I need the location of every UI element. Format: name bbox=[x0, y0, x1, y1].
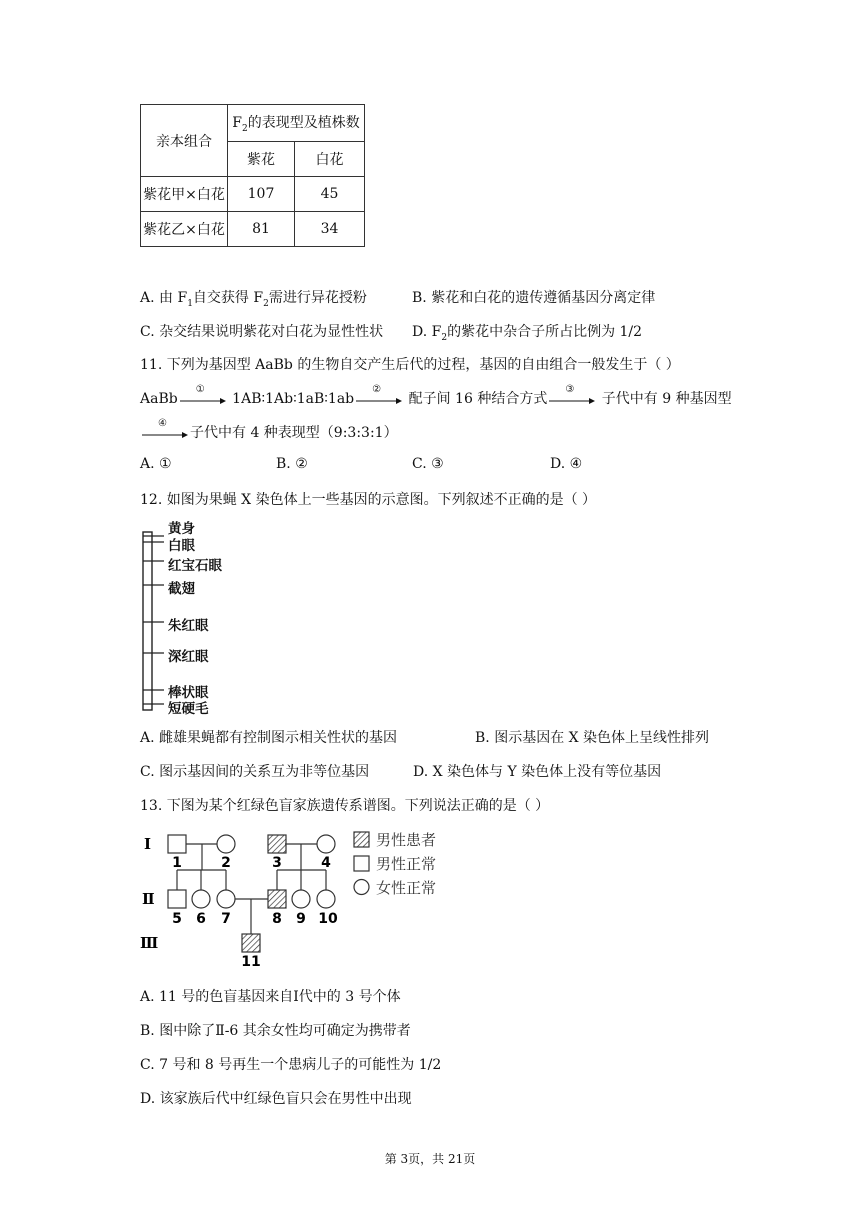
individual-2 bbox=[217, 835, 235, 853]
individual-8 bbox=[268, 890, 286, 908]
q13-option-d: D. 该家族后代中红绿色盲只会在男性中出现 bbox=[140, 1091, 412, 1107]
individual-9 bbox=[292, 890, 310, 908]
header-parent: 亲本组合 bbox=[141, 105, 228, 177]
individual-number: 10 bbox=[318, 911, 338, 927]
q10-option-b: B. 紫花和白花的遗传遵循基因分离定律 bbox=[412, 290, 656, 306]
individual-5 bbox=[168, 890, 186, 908]
pedigree-chart bbox=[140, 826, 460, 972]
individual-number: 8 bbox=[272, 911, 282, 927]
individual-10 bbox=[317, 890, 335, 908]
q12-option-c: C. 图示基因间的关系互为非等位基因 bbox=[140, 764, 370, 780]
page-footer: 第 3页，共 21页 bbox=[384, 1152, 476, 1166]
gene-label: 黄身 bbox=[168, 521, 195, 537]
col-white: 白花 bbox=[295, 142, 365, 177]
arrow-icon: ③ bbox=[549, 392, 595, 406]
individual-number: 2 bbox=[221, 855, 231, 871]
q10-option-a: A. 由 $F_1$自交获得 $F_2$需进行异花授粉 bbox=[140, 290, 367, 309]
gene-label: 红宝石眼 bbox=[168, 558, 222, 574]
q11-option-c: C. ③ bbox=[412, 456, 444, 472]
q10-option-d: D. $F_2$的紫花中杂合子所占比例为 1/2 bbox=[412, 324, 643, 343]
individual-number: 3 bbox=[272, 855, 282, 871]
gene-label: 深红眼 bbox=[168, 649, 209, 665]
legend-label: 男性正常 bbox=[376, 855, 437, 873]
q11-option-d: D. ④ bbox=[550, 456, 583, 472]
individual-11 bbox=[242, 934, 260, 952]
q10-option-c: C. 杂交结果说明紫花对白花为显性性状 bbox=[140, 324, 384, 340]
legend-label: 女性正常 bbox=[376, 879, 437, 897]
individual-4 bbox=[317, 835, 335, 853]
arrow-icon: ④ bbox=[142, 426, 188, 440]
q11-option-a: A. ① bbox=[140, 456, 172, 472]
q11-process: AaBb ① 1AB∶1Ab∶1aB∶1ab ② 配子间 16 种结合方式 ③ 子代中有 9 种基因型 bbox=[140, 384, 732, 407]
q13-option-a: A. 11 号的色盲基因来自Ⅰ代中的 3 号个体 bbox=[140, 989, 401, 1005]
individual-7 bbox=[217, 890, 235, 908]
q12-option-b: B. 图示基因在 X 染色体上呈线性排列 bbox=[475, 730, 710, 746]
table-row: 紫花甲×白花 107 45 bbox=[141, 177, 365, 212]
individual-number: 4 bbox=[321, 855, 331, 871]
gene-label: 短硬毛 bbox=[168, 701, 209, 717]
individual-1 bbox=[168, 835, 186, 853]
q11-stem: 11. 下列为基因型 AaBb 的生物自交产生后代的过程，基因的自由组合一般发生于（ ） bbox=[140, 357, 680, 373]
q13-option-c: C. 7 号和 8 号再生一个患病儿子的可能性为 1/2 bbox=[140, 1057, 442, 1073]
generation-label: Ⅰ bbox=[144, 835, 152, 853]
gene-label: 棒状眼 bbox=[168, 685, 209, 701]
legend-affected-male-icon bbox=[354, 832, 369, 847]
q13-option-b: B. 图中除了Ⅱ-6 其余女性均可确定为携带者 bbox=[140, 1023, 411, 1039]
gene-label: 朱红眼 bbox=[168, 618, 209, 634]
q12-option-d: D. X 染色体与 Y 染色体上没有等位基因 bbox=[413, 764, 662, 780]
arrow-icon: ② bbox=[356, 392, 402, 406]
individual-number: 9 bbox=[296, 911, 306, 927]
gene-label: 截翅 bbox=[168, 581, 195, 597]
individual-6 bbox=[192, 890, 210, 908]
legend-normal-female-icon bbox=[354, 880, 369, 895]
q12-stem: 12. 如图为果蝇 X 染色体上一些基因的示意图。下列叙述不正确的是（ ） bbox=[140, 492, 597, 508]
q11-option-b: B. ② bbox=[276, 456, 308, 472]
col-purple: 紫花 bbox=[228, 142, 295, 177]
individual-number: 11 bbox=[241, 954, 261, 970]
q13-stem: 13. 下图为某个红绿色盲家族遗传系谱图。下列说法正确的是（ ） bbox=[140, 798, 550, 814]
arrow-icon: ① bbox=[180, 392, 226, 406]
generation-label: Ⅱ bbox=[142, 890, 155, 908]
individual-number: 1 bbox=[172, 855, 182, 871]
legend-normal-male-icon bbox=[354, 856, 369, 871]
individual-number: 5 bbox=[172, 911, 182, 927]
individual-3 bbox=[268, 835, 286, 853]
individual-number: 6 bbox=[196, 911, 206, 927]
f2-table bbox=[140, 104, 365, 247]
q11-process-cont: ④ 子代中有 4 种表现型（9:3:3:1） bbox=[140, 422, 398, 442]
individual-number: 7 bbox=[221, 911, 231, 927]
generation-label: Ⅲ bbox=[140, 934, 159, 952]
q12-option-a: A. 雌雄果蝇都有控制图示相关性状的基因 bbox=[140, 730, 398, 746]
header-f2: $F_2$的表现型及植株数 bbox=[228, 105, 365, 142]
gene-label: 白眼 bbox=[168, 538, 195, 554]
legend-label: 男性患者 bbox=[376, 831, 437, 849]
table-row: 紫花乙×白花 81 34 bbox=[141, 212, 365, 247]
